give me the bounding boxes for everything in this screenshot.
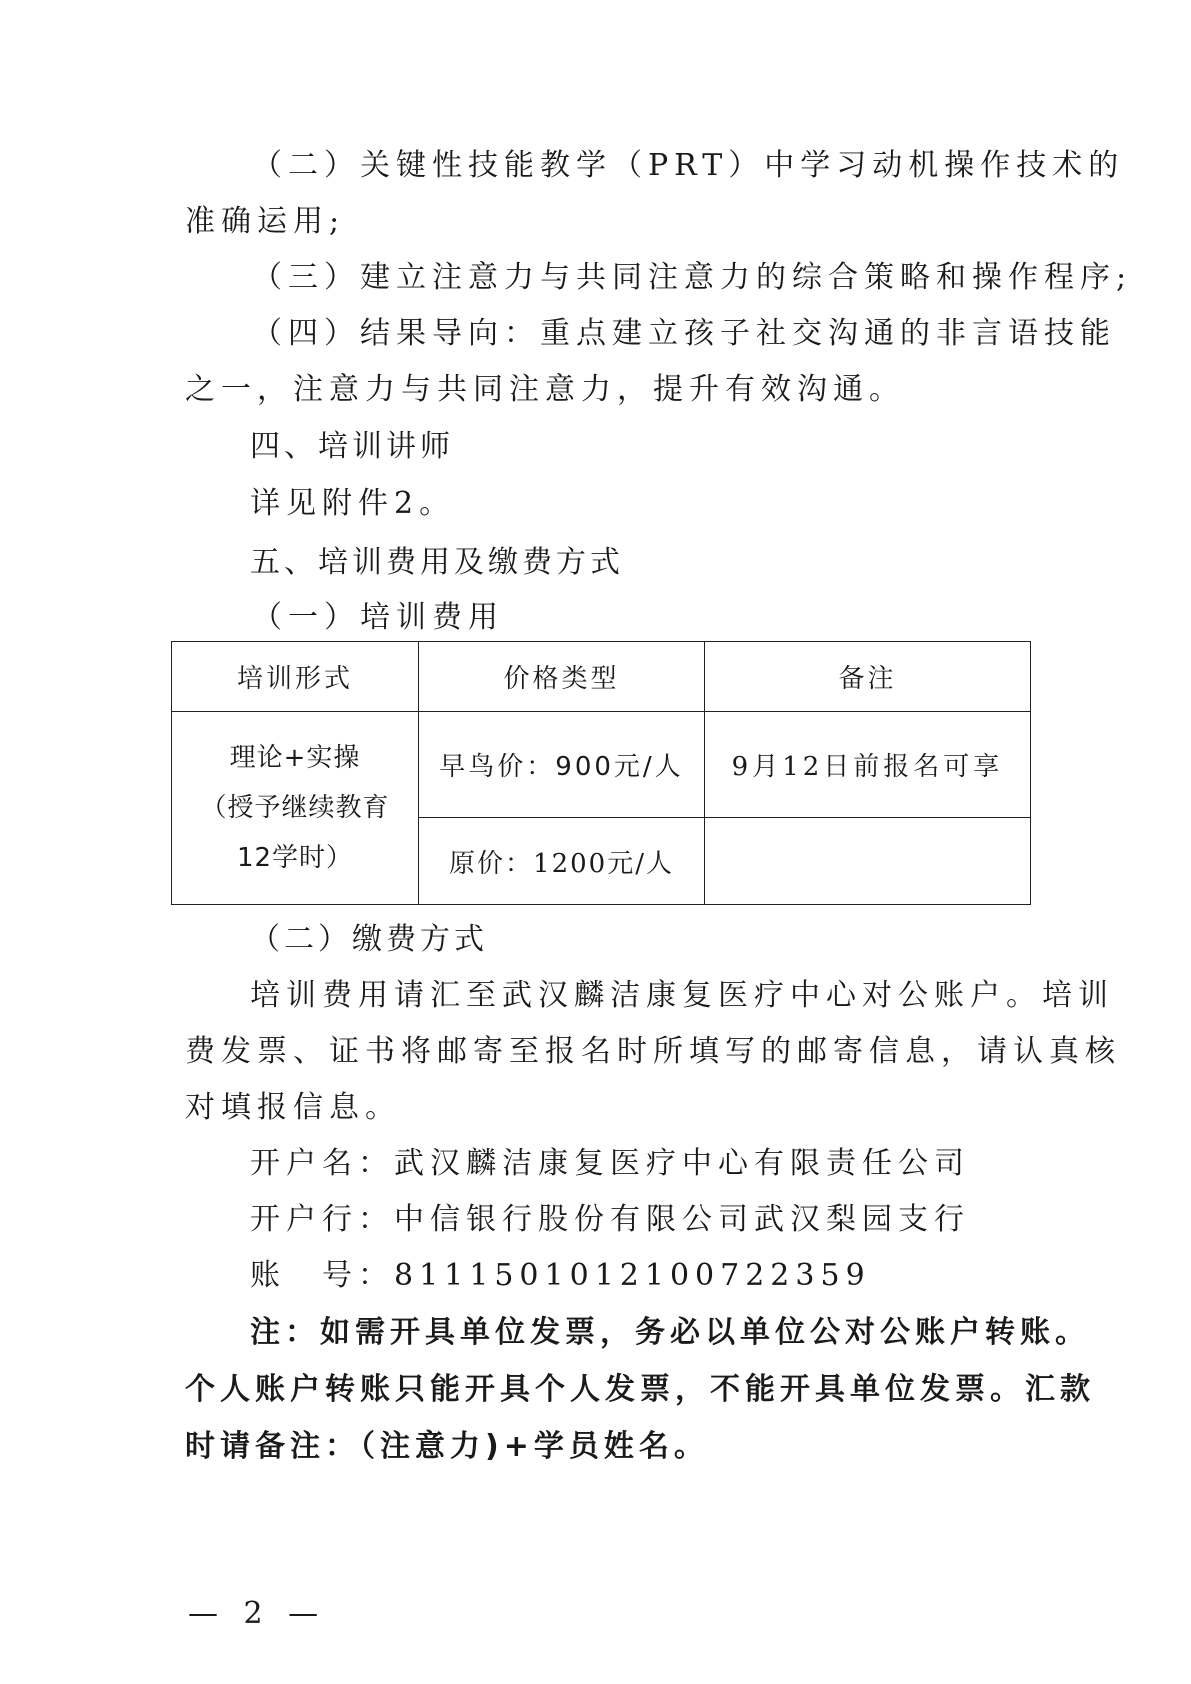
header-price-type: 价格类型 — [419, 642, 705, 712]
item-2-line-1: （二）关键性技能教学（PRT）中学习动机操作技术的 — [252, 148, 1125, 183]
fee-table-header-row — [172, 642, 1031, 712]
training-form-line-1: 理论+实操 — [229, 743, 361, 773]
page-number: — 2 — — [188, 1596, 327, 1631]
training-form-line-3: 12学时） — [236, 843, 354, 873]
payment-body-line-2: 费发票、证书将邮寄至报名时所填写的邮寄信息，请认真核 — [185, 1034, 1121, 1069]
training-form-line-2: （授予继续教育 — [200, 793, 390, 823]
subsection-2-title: （二）缴费方式 — [250, 922, 488, 957]
account-number: 账 号：8111501012100722359 — [250, 1258, 871, 1293]
header-training-form: 培训形式 — [172, 642, 419, 712]
item-4-line-2: 之一，注意力与共同注意力，提升有效沟通。 — [185, 372, 905, 407]
fee-table-row-early — [172, 712, 1031, 818]
item-2-line-2: 准确运用; — [185, 204, 346, 239]
early-bird-price: 早鸟价：900元/人 — [419, 712, 705, 818]
note-line-3: 时请备注：（注意力)+学员姓名。 — [185, 1429, 709, 1464]
section-4-title: 四、培训讲师 — [250, 429, 454, 464]
bank-name: 开户行：中信银行股份有限公司武汉梨园支行 — [250, 1202, 970, 1237]
original-price: 原价：1200元/人 — [419, 818, 705, 905]
section-5-title: 五、培训费用及缴费方式 — [250, 545, 624, 580]
original-price-note — [705, 818, 1031, 905]
account-name: 开户名：武汉麟洁康复医疗中心有限责任公司 — [250, 1146, 970, 1181]
item-3: （三）建立注意力与共同注意力的综合策略和操作程序; — [252, 260, 1133, 295]
training-form-cell — [172, 712, 419, 905]
section-4-body: 详见附件2。 — [250, 486, 456, 521]
item-4-line-1: （四）结果导向：重点建立孩子社交沟通的非言语技能 — [252, 316, 1116, 351]
payment-body-line-3: 对填报信息。 — [185, 1090, 401, 1125]
payment-body-line-1: 培训费用请汇至武汉麟洁康复医疗中心对公账户。培训 — [250, 978, 1114, 1013]
fee-table — [171, 641, 1031, 905]
header-remarks: 备注 — [705, 642, 1031, 712]
subsection-1-title: （一）培训费用 — [252, 600, 504, 635]
note-line-1: 注：如需开具单位发票，务必以单位公对公账户转账。 — [250, 1315, 1090, 1350]
early-bird-note: 9月12日前报名可享 — [705, 712, 1031, 818]
note-line-2: 个人账户转账只能开具个人发票，不能开具单位发票。汇款 — [185, 1372, 1095, 1407]
